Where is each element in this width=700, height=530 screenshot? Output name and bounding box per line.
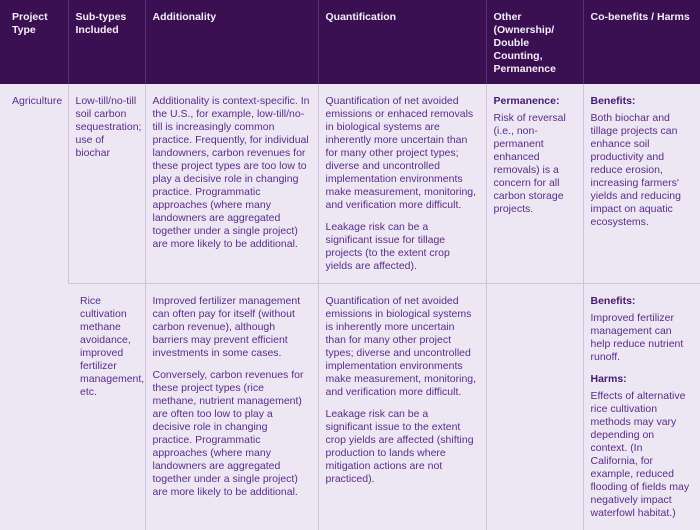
paragraph: Improved fertilizer management can often pay for itself (without carbon revenue), although barriers may prevent efficient investments in some cases. (153, 295, 310, 360)
paragraph: Additionality is context-specific. In the U.S., for example, low-till/no-till is increasingly common practice. Frequently, for individual landowners, carbon revenues for these project types are too low to play a decisive role in changing practice. Programmatic approaches (where many landowners are aggregated together under a single project) are more likely to be additional. (153, 95, 310, 251)
paragraph: Effects of alternative rice cultivation methods may vary depending on context. (In California, for example, reduced flooding of fields may negatively impact waterfowl habitat.) (591, 390, 693, 520)
harms-heading: Harms: (591, 373, 693, 386)
permanence-heading: Permanence: (494, 95, 575, 108)
cell-additionality (145, 84, 318, 284)
column-header-sub-types: Sub-types Included (68, 0, 145, 84)
cell-additionality (145, 284, 318, 530)
table-row (0, 284, 700, 530)
cell-sub-types: Low-till/no-till soil carbon sequestration; use of biochar (68, 84, 145, 284)
table-row (0, 84, 700, 284)
column-header-other: Other (Ownership/ Double Counting, Permanence (486, 0, 583, 84)
cell-cobenefits (583, 284, 700, 530)
cell-cobenefits (583, 84, 700, 284)
paragraph: Risk of reversal (i.e., non-permanent enhanced removals) is a concern for all carbon storage projects. (494, 112, 575, 216)
cell-sub-types: Rice cultivation methane avoidance, improved fertilizer management, etc. (68, 284, 145, 530)
cell-other (486, 84, 583, 284)
column-header-cobenefits: Co-benefits / Harms (583, 0, 700, 84)
cell-project-type: Agriculture (0, 84, 68, 530)
benefits-heading: Benefits: (591, 95, 693, 108)
paragraph: Quantification of net avoided emissions in biological systems is inherently more uncertain than for many other project types; diverse and uncontrolled implementation environments make measurement, monitoring, and verification more difficult. (326, 295, 478, 399)
paragraph: Conversely, carbon revenues for these project types (rice methane, nutrient management) are often too low to play a decisive role in changing practice. Programmatic approaches (where many landowners are aggregated together under a single project) are more likely to be additional. (153, 369, 310, 499)
benefits-heading: Benefits: (591, 295, 693, 308)
cell-quantification (318, 84, 486, 284)
column-header-additionality: Additionality (145, 0, 318, 84)
cell-other-empty (486, 284, 583, 530)
paragraph: Improved fertilizer management can help reduce nutrient runoff. (591, 312, 693, 364)
paragraph: Leakage risk can be a significant issue for tillage projects (to the extent crop yields are affected). (326, 221, 478, 273)
paragraph: Both biochar and tillage projects can enhance soil productivity and reduce erosion, increasing farmers' yields and reducing impact on aquatic ecosystems. (591, 112, 693, 229)
paragraph: Leakage risk can be a significant issue to the extent crop yields are affected (shifting production to lands where mitigation actions are not practiced). (326, 408, 478, 486)
table-header (0, 0, 700, 84)
paragraph: Quantification of net avoided emissions or enhaced removals in biological systems are inherently more uncertain than for many other project types; diverse and uncontrolled implementation environments make measurement, monitoring, and verification more difficult. (326, 95, 478, 212)
cell-quantification (318, 284, 486, 530)
column-header-quantification: Quantification (318, 0, 486, 84)
column-header-project-type: Project Type (0, 0, 68, 84)
